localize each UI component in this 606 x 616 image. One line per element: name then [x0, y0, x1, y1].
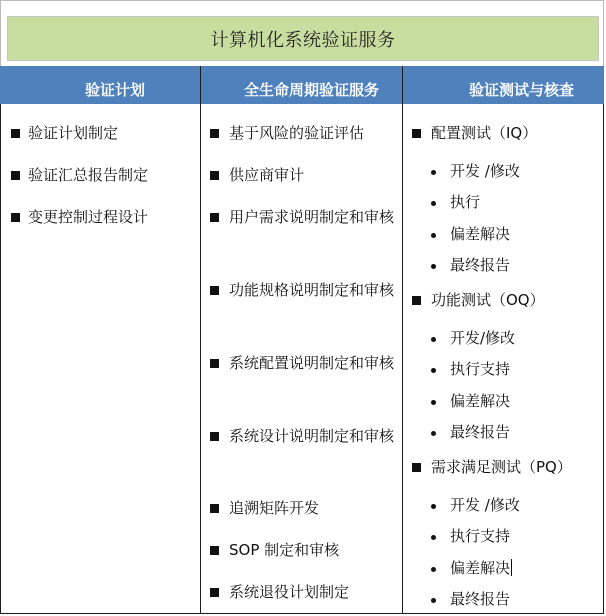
header-lifecycle-services: 全生命周期验证服务: [201, 66, 403, 104]
dot-bullet-icon: [431, 337, 436, 342]
group-title-iq: 配置测试（IQ）: [412, 117, 602, 150]
list-item: 变更控制过程设计: [11, 201, 199, 234]
sub-item: 开发 /修改: [431, 155, 601, 188]
square-bullet-icon: [210, 286, 219, 295]
square-bullet-icon: [210, 546, 219, 555]
dot-bullet-icon: [431, 368, 436, 373]
dot-bullet-icon: [431, 431, 436, 436]
dot-bullet-icon: [431, 264, 436, 269]
square-bullet-icon: [210, 171, 219, 180]
list-item: 功能规格说明制定和审核: [210, 274, 400, 307]
sub-item: [431, 552, 601, 585]
square-bullet-icon: [11, 129, 20, 138]
column-lifecycle-services: [201, 104, 403, 613]
list-item: 验证计划制定: [11, 117, 199, 150]
list-item: 追溯矩阵开发: [210, 492, 400, 525]
list-item: 供应商审计: [210, 159, 400, 192]
square-bullet-icon: [210, 432, 219, 441]
list-item: 基于风险的验证评估: [210, 117, 400, 150]
sub-item: 执行: [431, 186, 601, 219]
sub-item: 开发/修改: [431, 322, 601, 355]
sub-item: 执行支持: [431, 520, 601, 553]
square-bullet-icon: [210, 504, 219, 513]
list-item: 用户需求说明制定和审核: [210, 201, 400, 234]
dot-bullet-icon: [431, 233, 436, 238]
sub-item: 最终报告: [431, 416, 601, 449]
sub-item: 开发 /修改: [431, 489, 601, 522]
square-bullet-icon: [210, 213, 219, 222]
square-bullet-icon: [11, 171, 20, 180]
list-item: 验证汇总报告制定: [11, 159, 199, 192]
header-row: [0, 66, 604, 104]
square-bullet-icon: [11, 213, 20, 222]
square-bullet-icon: [412, 463, 421, 472]
header-validation-plan: 验证计划: [0, 66, 201, 104]
dot-bullet-icon: [431, 535, 436, 540]
square-bullet-icon: [412, 296, 421, 305]
sub-item: 偏差解决: [431, 218, 601, 251]
content-row: [0, 104, 604, 614]
list-item: 系统退役计划制定: [210, 576, 400, 609]
square-bullet-icon: [210, 588, 219, 597]
dot-bullet-icon: [431, 504, 436, 509]
sub-item: 最终报告: [431, 249, 601, 282]
square-bullet-icon: [210, 129, 219, 138]
header-testing-verification: 验证测试与核查: [468, 80, 574, 99]
dot-bullet-icon: [431, 170, 436, 175]
square-bullet-icon: [412, 129, 421, 138]
group-title-pq: 需求满足测试（PQ）: [412, 451, 602, 484]
sub-item: 执行支持: [431, 353, 601, 386]
sub-item: 偏差解决: [431, 385, 601, 418]
group-title-oq: 功能测试（OQ）: [412, 284, 602, 317]
column-validation-plan: [1, 104, 201, 613]
text-cursor: [511, 559, 512, 576]
dot-bullet-icon: [431, 598, 436, 603]
list-item: SOP 制定和审核: [210, 534, 400, 567]
dot-bullet-icon: [431, 201, 436, 206]
column-testing-verification: [403, 104, 603, 613]
square-bullet-icon: [210, 359, 219, 368]
sub-item-text: 偏差解决: [450, 559, 511, 577]
table-title: 计算机化系统验证服务: [7, 16, 599, 61]
list-item: 系统配置说明制定和审核: [210, 347, 400, 380]
title-frame: [0, 0, 604, 66]
dot-bullet-icon: [431, 567, 436, 572]
sub-item: 最终报告: [431, 583, 601, 616]
list-item: 系统设计说明制定和审核: [210, 420, 400, 453]
dot-bullet-icon: [431, 400, 436, 405]
